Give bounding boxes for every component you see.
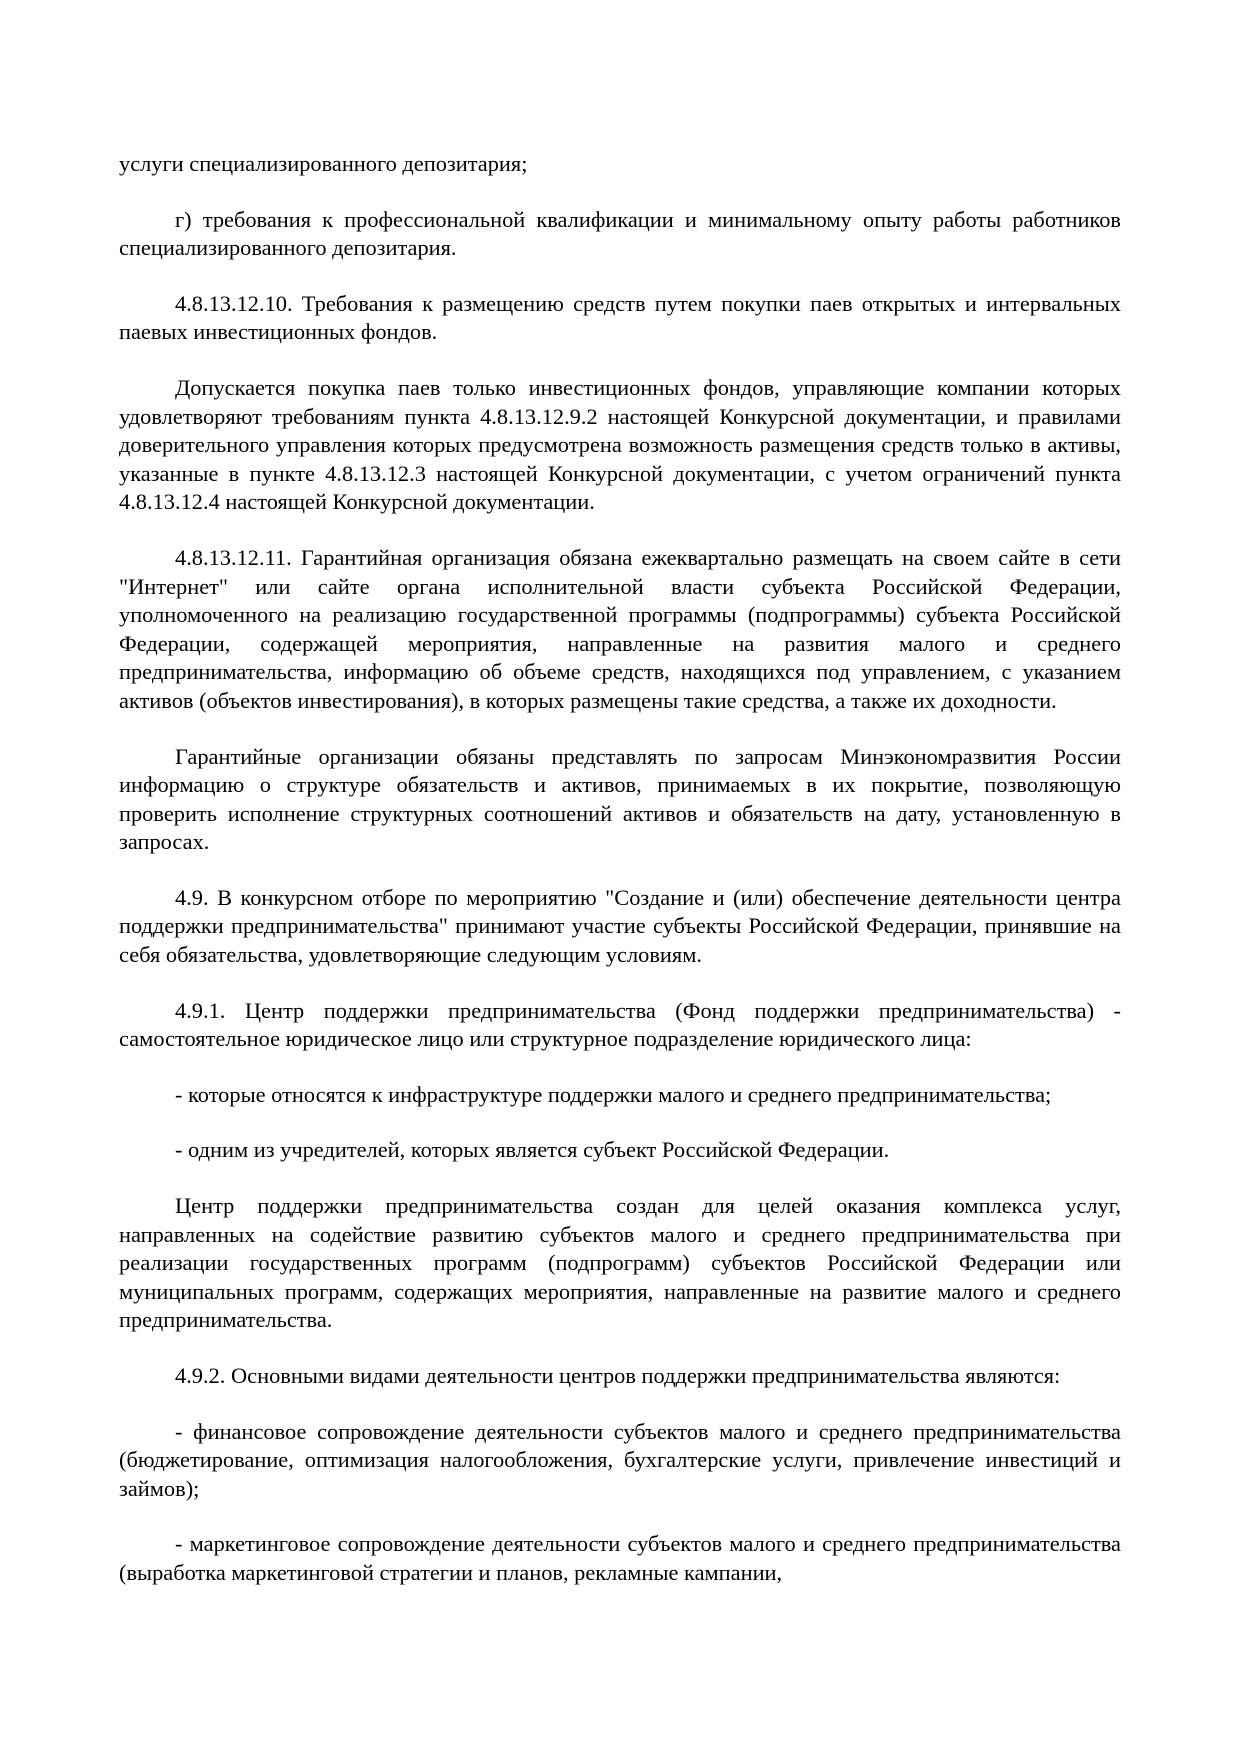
document-page bbox=[119, 150, 1121, 1615]
paragraph-item-g: г) требования к профессиональной квалификации и минимальному опыту работы работников специализированного депозитария. bbox=[119, 206, 1121, 261]
paragraph-continuation: услуги специализированного депозитария; bbox=[119, 151, 528, 176]
paragraph-bullet-founders: - одним из учредителей, которых является субъект Российской Федерации. bbox=[175, 1137, 890, 1163]
paragraph-4-9-1: 4.9.1. Центр поддержки предпринимательства (Фонд поддержки предпринимательства) - самостоятельное юридическое лицо или структурное подразделение юридического лица: bbox=[119, 997, 1121, 1052]
paragraph-bullet-financial: - финансовое сопровождение деятельности субъектов малого и среднего предпринимательства (бюджетирование, оптимизация налогообложения, бухгалтерские услуги, привлечение инвестиций и займов); bbox=[119, 1418, 1121, 1501]
paragraph-bullet-infrastructure: - которые относятся к инфраструктуре поддержки малого и среднего предпринимательства; bbox=[175, 1081, 1052, 1107]
paragraph-fund-shares: Допускается покупка паев только инвестиционных фондов, управляющие компании которых удовлетворяют требованиям пункта 4.8.13.12.9.2 настоящей Конкурсной документации, и правилами доверительного управления которых предусмотрена возможность размещения средств только в активы, указанные в пункте 4.8.13.12.3 настоящей Конкурсной документации, с учетом ограничений пункта 4.8.13.12.4 настоящей Конкурсной документации. bbox=[119, 374, 1121, 515]
paragraph-4-8-13-12-10: 4.8.13.12.10. Требования к размещению средств путем покупки паев открытых и интервальных паевых инвестиционных фондов. bbox=[119, 290, 1121, 345]
paragraph-4-9-2: 4.9.2. Основными видами деятельности центров поддержки предпринимательства являются: bbox=[175, 1363, 1061, 1388]
paragraph-4-9: 4.9. В конкурсном отборе по мероприятию "Создание и (или) обеспечение деятельности центра поддержки предпринимательства" принимают участие субъекты Российской Федерации, принявшие на себя обязательства, удовлетворяющие следующим условиям. bbox=[119, 884, 1121, 968]
paragraph-4-8-13-12-11: 4.8.13.12.11. Гарантийная организация обязана ежеквартально размещать на своем сайте в сети "Интернет" или сайте органа исполнительной власти субъекта Российской Федерации, уполномоченного на реализацию государственной программы (подпрограммы) субъекта Российской Федерации, содержащей мероприятия, направленные на развития малого и среднего предпринимательства, информацию об объеме средств, находящихся под управлением, с указанием активов (объектов инвестирования), в которых размещены такие средства, а также их доходности. bbox=[119, 544, 1121, 713]
paragraph-bullet-marketing: - маркетинговое сопровождение деятельности субъектов малого и среднего предпринимательства (выработка маркетинговой стратегии и планов, рекламные кампании, bbox=[119, 1531, 1121, 1585]
paragraph-support-center: Центр поддержки предпринимательства создан для целей оказания комплекса услуг, направленных на содействие развитию субъектов малого и среднего предпринимательства при реализации государственных программ (подпрограмм) субъектов Российской Федерации или муниципальных программ, содержащих мероприятия, направленные на развитие малого и среднего предпринимательства. bbox=[119, 1193, 1121, 1333]
paragraph-guarantee-orgs: Гарантийные организации обязаны представлять по запросам Минэкономразвития России информацию о структуре обязательств и активов, принимаемых в их покрытие, позволяющую проверить исполнение структурных соотношений активов и обязательств на дату, установленную в запросах. bbox=[119, 743, 1121, 855]
